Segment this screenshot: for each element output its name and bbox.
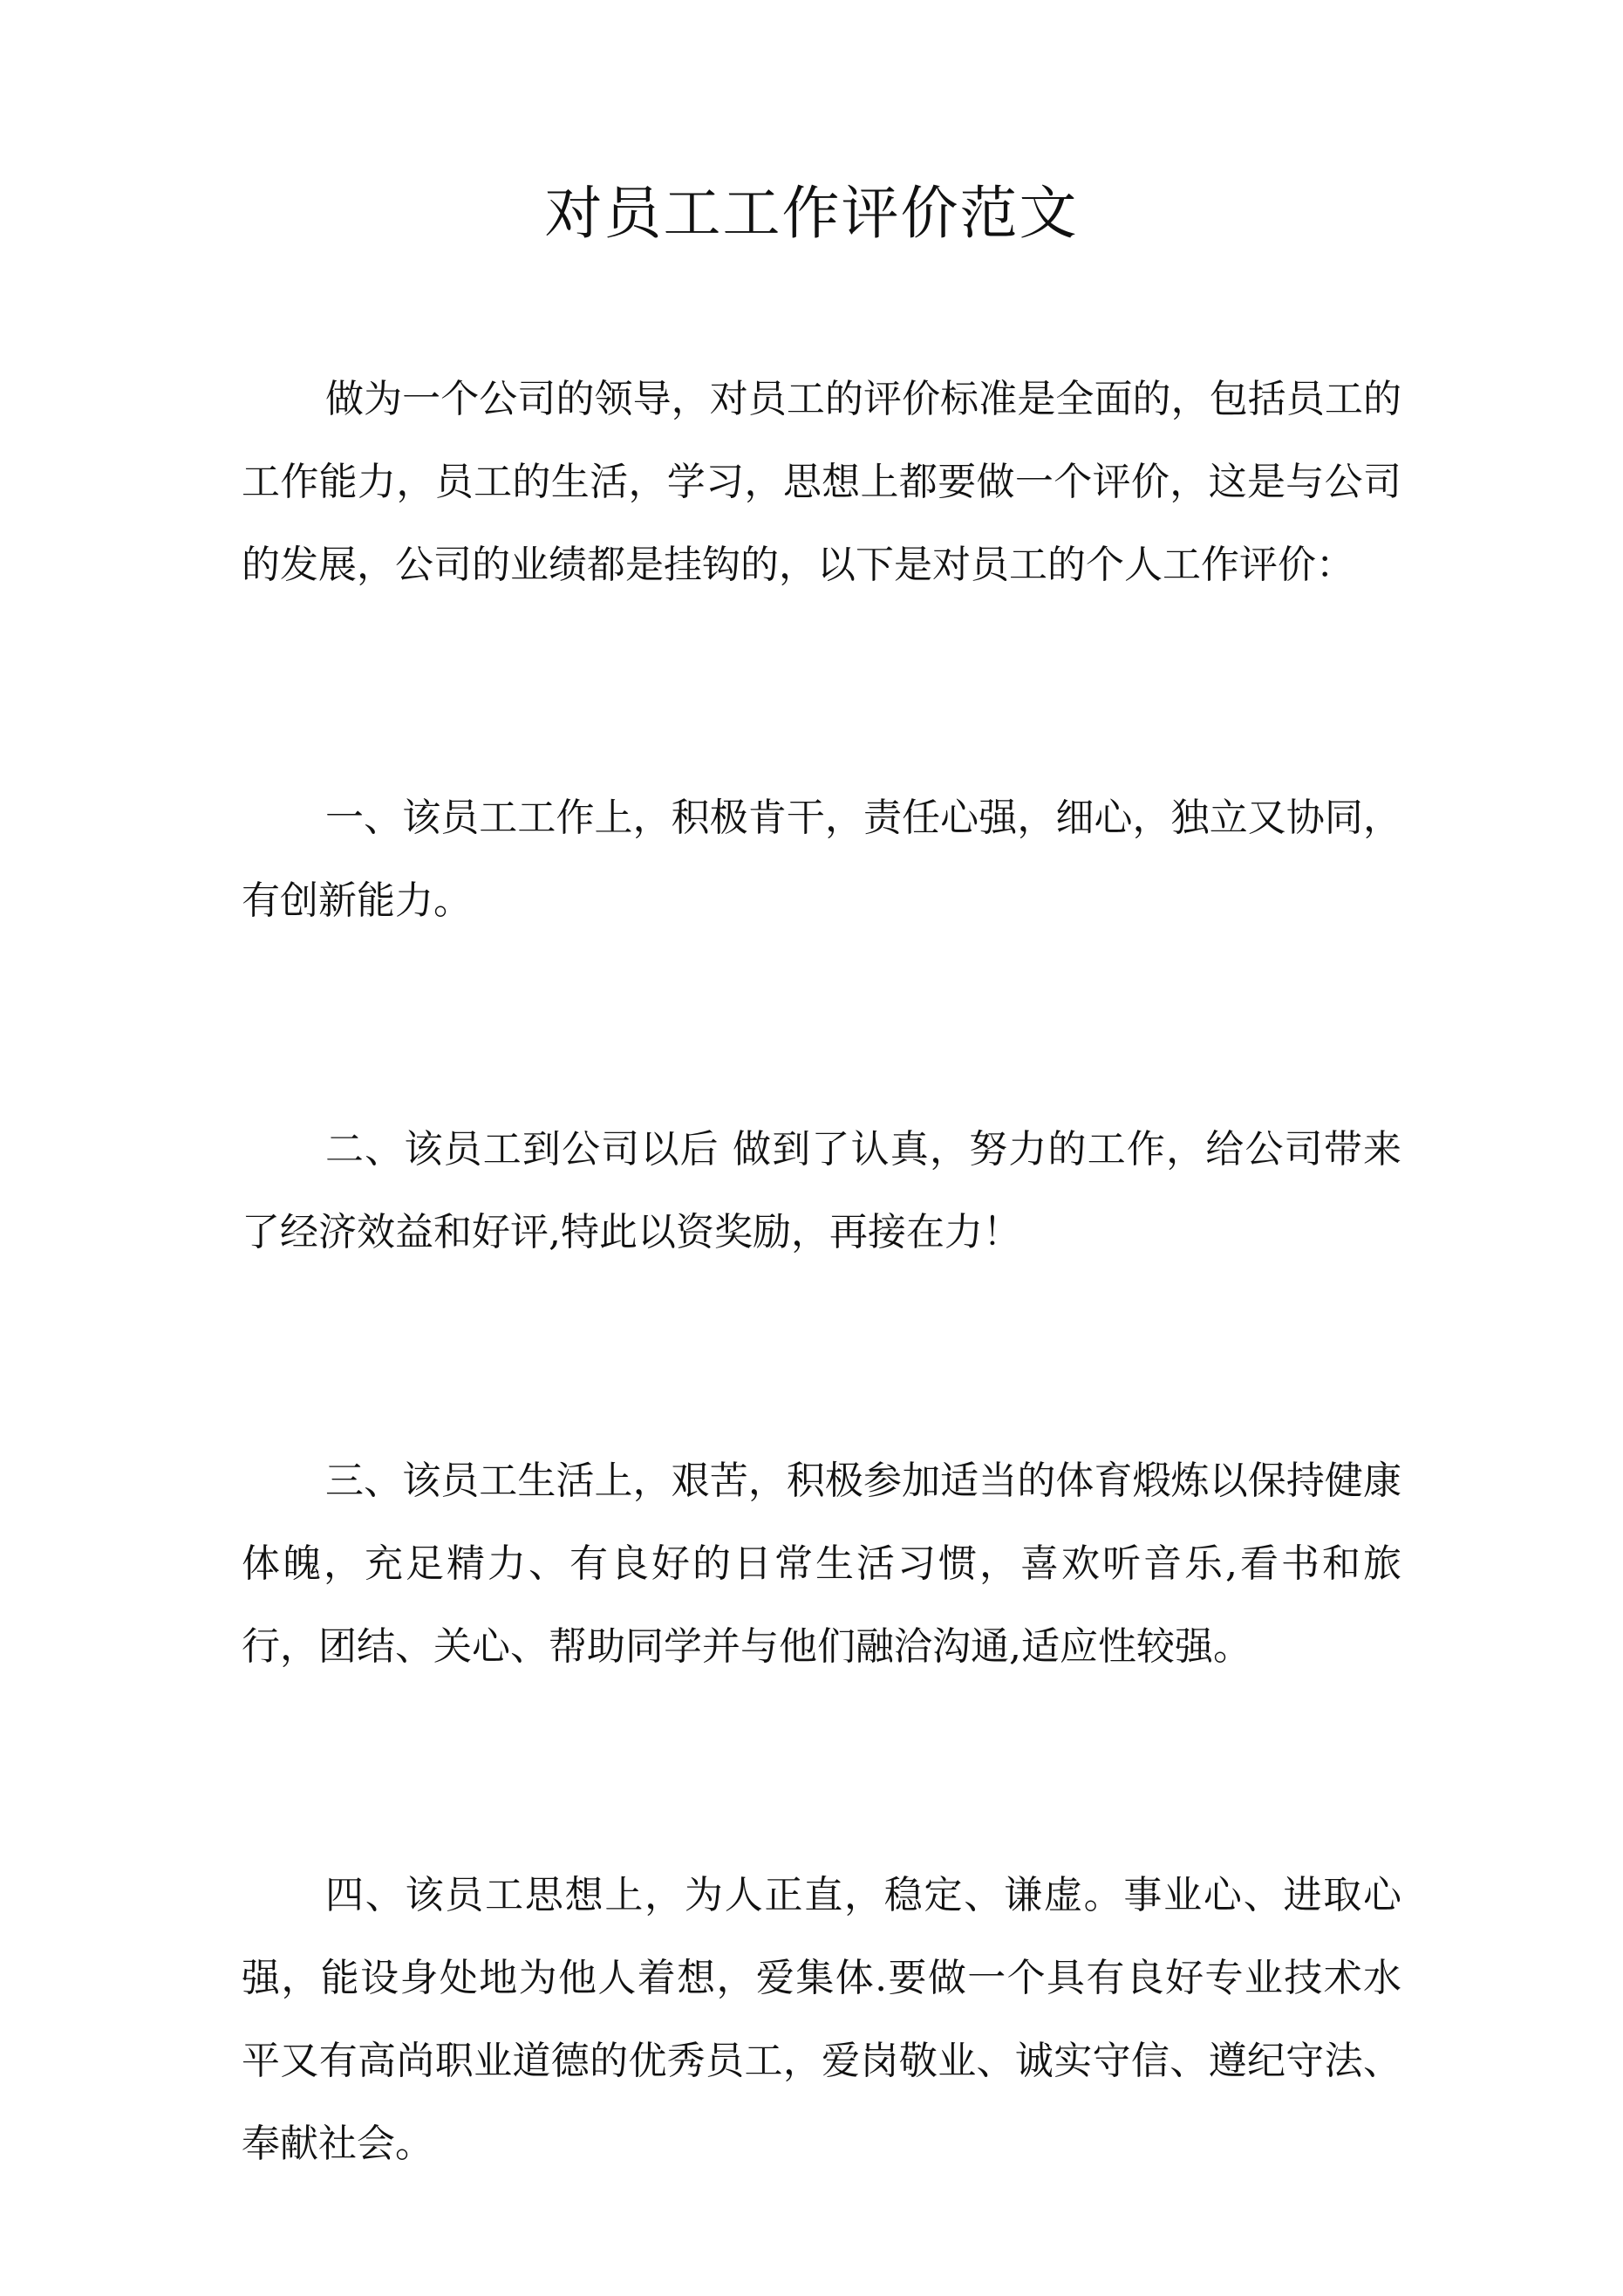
document-body bbox=[242, 358, 1401, 2185]
paragraph-intro: 做为一个公司的领导，对员工的评价标准是全面的，包括员工的工作能力，员工的生活，学习，思想上都要做一个评价，这是与公司的发展，公司的业绩都是挂钩的，以下是对员工的个人工作评价： bbox=[242, 377, 1401, 587]
paragraph-effort: 二、该员工到公司以后 做到了认真，努力的工作，给公司带来了经济效益和好评,特此以资奖励，再接在力！ bbox=[242, 1127, 1401, 1254]
document-title: 对员工工作评价范文 bbox=[544, 180, 1079, 247]
paragraph-life: 三、该员工生活上，艰苦，积极参加适当的体育煅炼以保持健康体魄，充足精力、有良好的日常生活习惯，喜欢听音乐,看书和旅行，团结、关心、帮助同学并与他们融洽沟通,适应性较强。 bbox=[242, 1459, 1401, 1669]
paragraph-thought: 四、该员工思想上，为人正直，稳定、谦虚。事业心、进取心强，能设身处地为他人着想，爱集体.要做一个具有良好专业技术水平又有高尚职业道德的优秀员工，爱岗敬业、诚实守信、遵纪守法、奉献社会。 bbox=[242, 1873, 1401, 2166]
paragraph-work: 一、该员工工作上，积极肯干，责任心强，细心，独立又协同，有创新能力。 bbox=[242, 796, 1401, 923]
